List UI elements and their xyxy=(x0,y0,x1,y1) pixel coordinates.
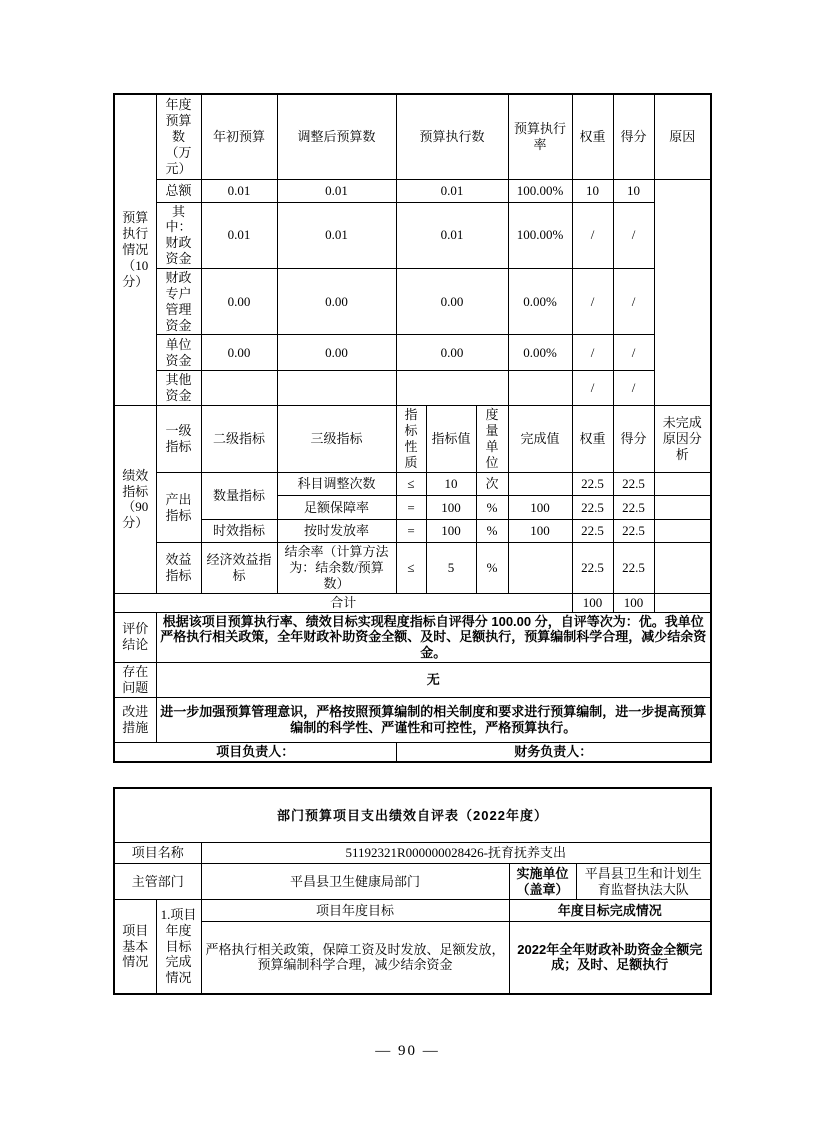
fiscal-adjusted: 0.01 xyxy=(277,202,396,268)
fiscal-weight: / xyxy=(572,202,613,268)
project-name-value: 51192321R000000028426-抚育抚养支出 xyxy=(201,843,711,864)
ind-completed-2: 100 xyxy=(508,520,572,543)
total-initial: 0.01 xyxy=(201,179,277,202)
perf-total-reason xyxy=(654,593,711,612)
ind-unit-1: % xyxy=(476,496,508,520)
problems-label: 存在问题 xyxy=(114,663,156,698)
group-benefit-indicator: 效益指标 xyxy=(156,543,201,594)
ind-nature-3: ≤ xyxy=(396,543,426,594)
total-weight: 10 xyxy=(572,179,613,202)
goal-content-row xyxy=(114,922,711,994)
ind-completed-3 xyxy=(508,543,572,594)
project-name-row xyxy=(114,843,711,864)
col-nature: 指标性质 xyxy=(396,406,426,473)
special-adjusted: 0.00 xyxy=(277,268,396,334)
col-score: 得分 xyxy=(613,94,654,179)
performance-section-label: 绩效指标（90分） xyxy=(114,406,156,594)
total-executed: 0.01 xyxy=(396,179,508,202)
row-label-unit-funds: 单位资金 xyxy=(156,335,201,371)
budget-section-label: 预算执行情况（10分） xyxy=(114,94,156,406)
other-executed xyxy=(396,371,508,406)
budget-row-fiscal xyxy=(114,202,711,268)
annual-goal-label: 项目年度目标 xyxy=(201,900,509,922)
impl-unit-label: 实施单位（盖章） xyxy=(509,864,576,900)
reason-empty-cell xyxy=(654,179,711,406)
measures-row xyxy=(114,697,711,742)
fiscal-executed: 0.01 xyxy=(396,202,508,268)
department-row xyxy=(114,864,711,900)
measures-label: 改进措施 xyxy=(114,697,156,742)
problems-text: 无 xyxy=(156,663,711,698)
budget-performance-evaluation-table xyxy=(113,93,712,763)
conclusion-label: 评价结论 xyxy=(114,612,156,663)
col-level2: 二级指标 xyxy=(201,406,277,473)
basic-info-label: 项目基本情况 xyxy=(114,900,156,994)
other-rate xyxy=(508,371,572,406)
ind-completed-1: 100 xyxy=(508,496,572,520)
col-incomplete-reason: 未完成原因分析 xyxy=(654,406,711,473)
col-level1: 一级指标 xyxy=(156,406,201,473)
ind-name-3: 结余率（计算方法为：结余数/预算数） xyxy=(277,543,396,594)
special-score: / xyxy=(613,268,654,334)
ind-completed-0 xyxy=(508,473,572,496)
ind-score-2: 22.5 xyxy=(613,520,654,543)
col-reason: 原因 xyxy=(654,94,711,179)
goal-completion-text: 2022年全年财政补助资金全额完成；及时、足额执行 xyxy=(509,922,711,994)
page-number: — 90 — xyxy=(375,1042,440,1059)
budget-row-unit-funds xyxy=(114,335,711,371)
ind-score-3: 22.5 xyxy=(613,543,654,594)
group-output-indicator: 产出指标 xyxy=(156,473,201,543)
perf-total-label: 合计 xyxy=(114,593,572,612)
sub-economic-indicator: 经济效益指标 xyxy=(201,543,277,594)
row-label-other-funds: 其他资金 xyxy=(156,371,201,406)
problems-row xyxy=(114,663,711,698)
ind-reason-1 xyxy=(654,496,711,520)
ind-unit-0: 次 xyxy=(476,473,508,496)
col-perf-weight: 权重 xyxy=(572,406,613,473)
row-label-total: 总额 xyxy=(156,179,201,202)
other-initial xyxy=(201,371,277,406)
annual-goal-text: 严格执行相关政策，保障工资及时发放、足额发放，预算编制科学合理，减少结余资金 xyxy=(201,922,509,994)
unit-score: / xyxy=(613,335,654,371)
special-weight: / xyxy=(572,268,613,334)
perf-row-subject-adjustments xyxy=(114,473,711,496)
measures-text: 进一步加强预算管理意识，严格按照预算编制的相关制度和要求进行预算编制，进一步提高预算编制的科学性、严谨性和可控性，严格预算执行。 xyxy=(156,697,711,742)
perf-total-weight: 100 xyxy=(572,593,613,612)
impl-unit-value: 平昌县卫生和计划生育监督执法大队 xyxy=(576,864,711,900)
ind-target-3: 5 xyxy=(426,543,476,594)
conclusion-text: 根据该项目预算执行率、绩效目标实现程度指标自评得分 100.00 分，自评等次为：优。我单位严格执行相关政策，全年财政补助资金全额、及时、足额执行，预算编制科学合理，减少结余资金。 xyxy=(156,612,711,663)
col-adjusted-budget: 调整后预算数 xyxy=(277,94,396,179)
unit-adjusted: 0.00 xyxy=(277,335,396,371)
col-target-value: 指标值 xyxy=(426,406,476,473)
col-execution-rate: 预算执行率 xyxy=(508,94,572,179)
ind-reason-0 xyxy=(654,473,711,496)
sub-timeliness-indicator: 时效指标 xyxy=(201,520,277,543)
row-label-fiscal: 其中：财政资金 xyxy=(156,202,201,268)
ind-name-2: 按时发放率 xyxy=(277,520,396,543)
ind-score-1: 22.5 xyxy=(613,496,654,520)
ind-nature-0: ≤ xyxy=(396,473,426,496)
ind-weight-1: 22.5 xyxy=(572,496,613,520)
ind-target-0: 10 xyxy=(426,473,476,496)
dept-value: 平昌县卫生健康局部门 xyxy=(201,864,509,900)
special-rate: 0.00% xyxy=(508,268,572,334)
budget-row-special-account xyxy=(114,268,711,334)
dept-label: 主管部门 xyxy=(114,864,201,900)
perf-total-score: 100 xyxy=(613,593,654,612)
row-label-special-account: 财政专户管理资金 xyxy=(156,268,201,334)
responsible-persons-row xyxy=(114,742,711,761)
ind-name-1: 足额保障率 xyxy=(277,496,396,520)
perf-row-on-time-payment xyxy=(114,520,711,543)
ind-unit-2: % xyxy=(476,520,508,543)
perf-total-row xyxy=(114,593,711,612)
ind-nature-1: = xyxy=(396,496,426,520)
self-evaluation-table-2022 xyxy=(113,787,712,995)
col-level3: 三级指标 xyxy=(277,406,396,473)
unit-rate: 0.00% xyxy=(508,335,572,371)
conclusion-row xyxy=(114,612,711,663)
performance-header-row xyxy=(114,406,711,473)
goal-header-row xyxy=(114,900,711,922)
ind-reason-3 xyxy=(654,543,711,594)
project-name-label: 项目名称 xyxy=(114,843,201,864)
special-executed: 0.00 xyxy=(396,268,508,334)
ind-target-2: 100 xyxy=(426,520,476,543)
unit-weight: / xyxy=(572,335,613,371)
ind-weight-3: 22.5 xyxy=(572,543,613,594)
project-manager-label: 项目负责人： xyxy=(114,742,396,761)
ind-nature-2: = xyxy=(396,520,426,543)
unit-executed: 0.00 xyxy=(396,335,508,371)
ind-target-1: 100 xyxy=(426,496,476,520)
other-adjusted xyxy=(277,371,396,406)
col-initial-budget: 年初预算 xyxy=(201,94,277,179)
special-initial: 0.00 xyxy=(201,268,277,334)
goal-completion-label: 年度目标完成情况 xyxy=(509,900,711,922)
col-annual-budget: 年度预算数（万元） xyxy=(156,94,201,179)
perf-row-surplus-rate xyxy=(114,543,711,594)
self-eval-title-row xyxy=(114,788,711,843)
col-unit: 度量单位 xyxy=(476,406,508,473)
ind-unit-3: % xyxy=(476,543,508,594)
ind-score-0: 22.5 xyxy=(613,473,654,496)
other-weight: / xyxy=(572,371,613,406)
col-weight: 权重 xyxy=(572,94,613,179)
other-score: / xyxy=(613,371,654,406)
budget-row-total xyxy=(114,179,711,202)
budget-header-row xyxy=(114,94,711,179)
budget-row-other-funds xyxy=(114,371,711,406)
ind-weight-0: 22.5 xyxy=(572,473,613,496)
goal-section-label: 1.项目年度目标完成情况 xyxy=(156,900,201,994)
fiscal-initial: 0.01 xyxy=(201,202,277,268)
ind-name-0: 科目调整次数 xyxy=(277,473,396,496)
col-perf-score: 得分 xyxy=(613,406,654,473)
unit-initial: 0.00 xyxy=(201,335,277,371)
finance-manager-label: 财务负责人： xyxy=(396,742,711,761)
fiscal-rate: 100.00% xyxy=(508,202,572,268)
total-adjusted: 0.01 xyxy=(277,179,396,202)
total-rate: 100.00% xyxy=(508,179,572,202)
fiscal-score: / xyxy=(613,202,654,268)
col-completed-value: 完成值 xyxy=(508,406,572,473)
col-executed-budget: 预算执行数 xyxy=(396,94,508,179)
sub-quantity-indicator: 数量指标 xyxy=(201,473,277,520)
ind-reason-2 xyxy=(654,520,711,543)
ind-weight-2: 22.5 xyxy=(572,520,613,543)
table-title: 部门预算项目支出绩效自评表（2022年度） xyxy=(114,788,711,843)
total-score: 10 xyxy=(613,179,654,202)
